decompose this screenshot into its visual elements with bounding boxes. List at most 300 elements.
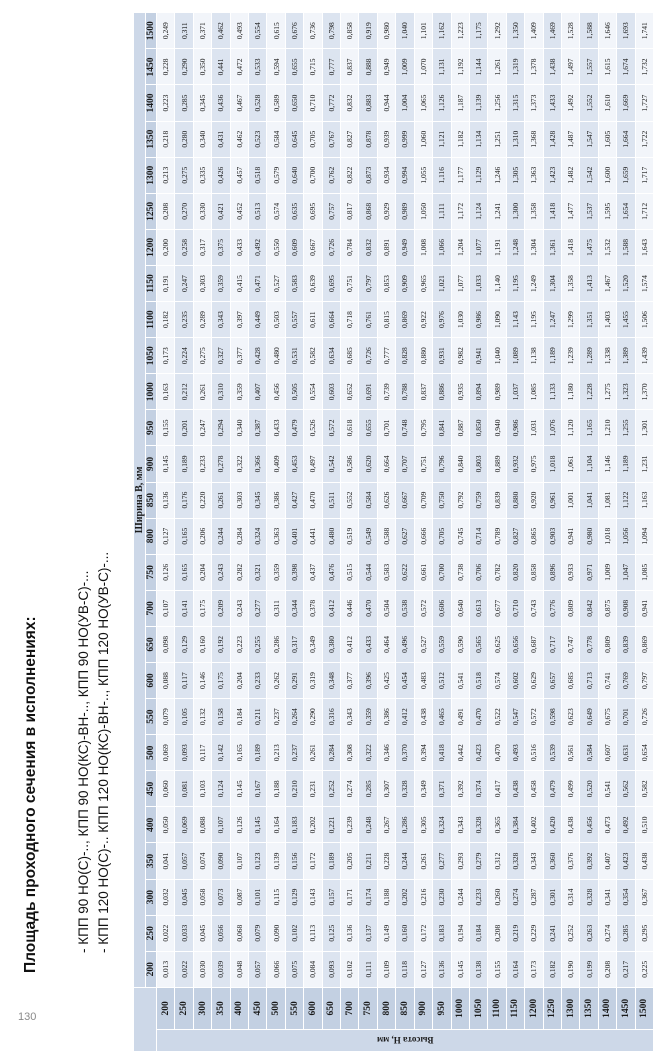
area-value-cell: 0,840: [451, 446, 469, 482]
area-value-cell: 0,349: [304, 626, 322, 662]
height-header-cell: 1350: [580, 987, 598, 1029]
area-value-cell: 0,623: [561, 699, 579, 735]
area-value-cell: 0,656: [506, 626, 524, 662]
area-value-cell: 0,316: [322, 699, 340, 735]
area-value-cell: 0,359: [267, 554, 285, 590]
area-value-cell: 0,365: [488, 807, 506, 843]
area-value-cell: 0,858: [525, 554, 543, 590]
area-value-cell: 0,565: [469, 626, 487, 662]
area-value-cell: 0,287: [525, 879, 543, 915]
area-value-cell: 0,137: [359, 915, 377, 951]
area-value-cell: 1,187: [451, 85, 469, 121]
area-value-cell: 1,492: [561, 85, 579, 121]
area-value-cell: 0,270: [175, 193, 193, 229]
area-value-cell: 1,249: [525, 265, 543, 301]
area-value-cell: 0,093: [322, 951, 340, 987]
area-value-cell: 0,224: [175, 338, 193, 374]
area-value-cell: 0,317: [193, 229, 211, 265]
area-value-cell: 0,208: [598, 951, 616, 987]
area-value-cell: 0,777: [377, 338, 395, 374]
area-value-cell: 0,618: [341, 410, 359, 446]
area-value-cell: 0,183: [433, 915, 451, 951]
area-value-cell: 0,561: [561, 735, 579, 771]
area-value-cell: 1,588: [617, 229, 635, 265]
width-header-cell: 750: [146, 554, 157, 590]
area-value-cell: 0,743: [525, 590, 543, 626]
area-value-cell: 0,939: [377, 121, 395, 157]
area-value-cell: 0,583: [285, 265, 303, 301]
area-value-cell: 0,022: [175, 951, 193, 987]
area-value-cell: 0,397: [230, 302, 248, 338]
area-value-cell: 0,363: [267, 518, 285, 554]
area-value-cell: 0,330: [193, 193, 211, 229]
area-value-cell: 1,304: [543, 265, 561, 301]
area-value-cell: 0,267: [377, 807, 395, 843]
area-value-cell: 0,519: [341, 518, 359, 554]
area-value-cell: 0,033: [175, 915, 193, 951]
area-value-cell: 1,467: [598, 265, 616, 301]
area-value-cell: 0,520: [580, 771, 598, 807]
area-value-cell: 1,370: [635, 374, 653, 410]
area-value-cell: 0,189: [322, 843, 340, 879]
height-header-cell: 1250: [543, 987, 561, 1029]
width-header-cell: 250: [146, 915, 157, 951]
area-value-cell: 0,308: [341, 735, 359, 771]
area-value-cell: 1,418: [561, 229, 579, 265]
area-value-cell: 0,138: [469, 951, 487, 987]
area-value-cell: 0,194: [451, 915, 469, 951]
area-value-cell: 0,438: [506, 771, 524, 807]
table-row: [322, 13, 340, 1052]
area-value-cell: 0,244: [451, 879, 469, 915]
area-value-cell: 0,045: [175, 879, 193, 915]
area-value-cell: 0,934: [377, 157, 395, 193]
area-value-cell: 0,160: [396, 915, 414, 951]
area-value-cell: 0,182: [543, 951, 561, 987]
area-value-cell: 0,243: [212, 554, 230, 590]
area-value-cell: 0,700: [433, 554, 451, 590]
area-value-cell: 0,223: [230, 626, 248, 662]
area-value-cell: 0,652: [341, 374, 359, 410]
width-axis-title: Ширина В, мм: [134, 13, 146, 988]
area-value-cell: 1,134: [469, 121, 487, 157]
area-value-cell: 1,001: [561, 482, 579, 518]
area-value-cell: 1,085: [635, 554, 653, 590]
area-value-cell: 0,588: [377, 518, 395, 554]
area-value-cell: 1,033: [469, 265, 487, 301]
area-value-cell: 1,090: [488, 302, 506, 338]
area-value-cell: 0,111: [359, 951, 377, 987]
area-value-cell: 1,101: [414, 13, 432, 49]
area-value-cell: 0,700: [304, 157, 322, 193]
width-header-row: [134, 13, 146, 1052]
area-value-cell: 1,037: [506, 374, 524, 410]
area-value-cell: 0,141: [175, 590, 193, 626]
area-value-cell: 0,454: [396, 663, 414, 699]
area-value-cell: 0,213: [157, 157, 175, 193]
area-value-cell: 0,594: [267, 49, 285, 85]
area-value-cell: 0,961: [543, 482, 561, 518]
area-value-cell: 0,206: [193, 518, 211, 554]
area-value-cell: 0,645: [285, 121, 303, 157]
area-value-cell: 0,386: [377, 699, 395, 735]
area-value-cell: 0,210: [285, 771, 303, 807]
area-value-cell: 0,165: [230, 735, 248, 771]
area-value-cell: 0,880: [506, 482, 524, 518]
area-value-cell: 1,605: [598, 121, 616, 157]
width-header-cell: 200: [146, 951, 157, 987]
area-value-cell: 0,944: [377, 85, 395, 121]
area-value-cell: 0,359: [212, 265, 230, 301]
area-value-cell: 0,163: [157, 374, 175, 410]
area-value-cell: 1,204: [451, 229, 469, 265]
area-value-cell: 0,598: [543, 699, 561, 735]
area-value-cell: 0,228: [377, 843, 395, 879]
area-value-cell: 0,230: [433, 879, 451, 915]
area-value-cell: 0,572: [414, 590, 432, 626]
area-value-cell: 0,142: [212, 735, 230, 771]
area-value-cell: 0,798: [322, 13, 340, 49]
area-value-cell: 0,274: [506, 879, 524, 915]
area-value-cell: 0,164: [506, 951, 524, 987]
area-value-cell: 0,635: [285, 193, 303, 229]
area-value-cell: 1,409: [525, 13, 543, 49]
area-value-cell: 0,607: [598, 735, 616, 771]
area-value-cell: 0,875: [598, 590, 616, 626]
area-value-cell: 0,710: [506, 590, 524, 626]
area-value-cell: 0,949: [396, 229, 414, 265]
table-body: [157, 13, 654, 1052]
width-header-cell: 1400: [146, 85, 157, 121]
area-value-cell: 0,975: [525, 446, 543, 482]
area-value-cell: 0,980: [580, 518, 598, 554]
area-value-cell: 0,788: [396, 374, 414, 410]
area-value-cell: 0,274: [598, 915, 616, 951]
area-value-cell: 0,796: [433, 446, 451, 482]
area-value-cell: 0,886: [433, 374, 451, 410]
area-value-cell: 1,040: [488, 338, 506, 374]
area-value-cell: 0,327: [212, 338, 230, 374]
width-header-cell: 1100: [146, 302, 157, 338]
height-header-cell: 500: [267, 987, 285, 1029]
width-header-cell: 1450: [146, 49, 157, 85]
area-value-cell: 0,328: [469, 807, 487, 843]
area-value-cell: 0,041: [157, 843, 175, 879]
area-value-cell: 0,200: [157, 229, 175, 265]
table-row: [285, 13, 303, 1052]
area-value-cell: 0,124: [212, 771, 230, 807]
area-value-cell: 0,935: [451, 374, 469, 410]
area-value-cell: 0,235: [175, 302, 193, 338]
area-value-cell: 1,361: [543, 229, 561, 265]
area-value-cell: 0,324: [249, 518, 267, 554]
area-value-cell: 0,467: [230, 85, 248, 121]
area-value-cell: 1,066: [433, 229, 451, 265]
area-value-cell: 1,659: [617, 157, 635, 193]
area-value-cell: 0,241: [543, 915, 561, 951]
area-value-cell: 1,482: [561, 157, 579, 193]
area-value-cell: 1,643: [635, 229, 653, 265]
area-value-cell: 1,646: [598, 13, 616, 49]
area-value-cell: 0,415: [230, 265, 248, 301]
area-value-cell: 0,176: [175, 482, 193, 518]
area-value-cell: 0,109: [377, 951, 395, 987]
area-value-cell: 0,030: [193, 951, 211, 987]
area-value-cell: 0,438: [414, 699, 432, 735]
area-value-cell: 0,714: [469, 518, 487, 554]
area-value-cell: 0,503: [267, 302, 285, 338]
area-value-cell: 0,541: [451, 663, 469, 699]
table-row: [617, 13, 635, 1052]
area-value-cell: 0,533: [249, 49, 267, 85]
area-value-cell: 0,841: [433, 410, 451, 446]
area-value-cell: 0,117: [175, 663, 193, 699]
area-value-cell: 0,248: [359, 807, 377, 843]
area-value-cell: 0,417: [488, 771, 506, 807]
area-value-cell: 0,544: [359, 554, 377, 590]
area-value-cell: 1,532: [598, 229, 616, 265]
area-value-cell: 1,195: [525, 302, 543, 338]
area-value-cell: 0,370: [396, 735, 414, 771]
area-value-cell: 0,695: [322, 265, 340, 301]
area-value-cell: 0,303: [193, 265, 211, 301]
area-value-cell: 0,919: [359, 13, 377, 49]
area-value-cell: 0,290: [175, 49, 193, 85]
area-value-cell: 0,748: [396, 410, 414, 446]
variant-line-2: - КПП 120 НО(С)-.. КПП 120 НО(КС)-ВН-.., КПП 120 НО(УВ-С)-...: [96, 551, 111, 953]
area-value-cell: 1,009: [396, 49, 414, 85]
area-value-cell: 1,228: [580, 374, 598, 410]
area-value-cell: 1,120: [561, 410, 579, 446]
height-axis-title: [157, 1029, 654, 1051]
area-value-cell: 0,888: [359, 49, 377, 85]
area-value-cell: 0,172: [304, 843, 322, 879]
area-value-cell: 0,258: [175, 229, 193, 265]
area-value-cell: 0,837: [414, 374, 432, 410]
area-value-cell: 0,705: [433, 518, 451, 554]
area-value-cell: 0,084: [304, 951, 322, 987]
area-value-cell: 0,208: [157, 193, 175, 229]
area-value-cell: 0,492: [249, 229, 267, 265]
table-row: [506, 13, 524, 1052]
area-value-cell: 0,473: [598, 807, 616, 843]
area-value-cell: 0,348: [322, 663, 340, 699]
area-value-cell: 0,909: [396, 265, 414, 301]
area-value-cell: 0,371: [193, 13, 211, 49]
area-value-cell: 1,077: [451, 265, 469, 301]
area-value-cell: 0,458: [525, 771, 543, 807]
area-value-cell: 0,572: [525, 699, 543, 735]
height-header-cell: 1500: [635, 987, 653, 1029]
area-value-cell: 0,751: [414, 446, 432, 482]
area-value-cell: 0,627: [396, 518, 414, 554]
area-value-cell: 0,387: [249, 410, 267, 446]
width-header-cell: 600: [146, 663, 157, 699]
area-value-cell: 1,040: [396, 13, 414, 49]
area-value-cell: 0,869: [396, 302, 414, 338]
area-value-cell: 0,233: [193, 446, 211, 482]
area-value-cell: 0,827: [506, 518, 524, 554]
area-value-cell: 0,285: [617, 915, 635, 951]
area-value-cell: 0,069: [175, 807, 193, 843]
area-value-cell: 0,664: [322, 302, 340, 338]
area-value-cell: 0,776: [543, 590, 561, 626]
area-value-cell: 0,184: [469, 915, 487, 951]
area-value-cell: 0,941: [469, 338, 487, 374]
area-value-cell: 1,615: [598, 49, 616, 85]
area-value-cell: 0,603: [322, 374, 340, 410]
area-value-cell: 0,965: [414, 265, 432, 301]
area-value-cell: 0,189: [175, 446, 193, 482]
area-value-cell: 0,237: [285, 735, 303, 771]
area-value-cell: 0,880: [414, 338, 432, 374]
area-value-cell: 0,290: [304, 699, 322, 735]
area-value-cell: 0,057: [175, 843, 193, 879]
area-value-cell: 0,426: [212, 157, 230, 193]
area-value-cell: 0,701: [617, 699, 635, 735]
area-value-cell: 0,713: [580, 663, 598, 699]
area-value-cell: 0,375: [212, 229, 230, 265]
area-value-cell: 0,312: [488, 843, 506, 879]
area-value-cell: 1,438: [543, 49, 561, 85]
area-value-cell: 1,727: [635, 85, 653, 121]
area-value-cell: 0,933: [561, 554, 579, 590]
area-value-cell: 0,045: [193, 915, 211, 951]
height-header-cell: 950: [433, 987, 451, 1029]
table-row: [580, 13, 598, 1052]
area-value-cell: 0,873: [359, 157, 377, 193]
area-value-cell: 1,389: [617, 338, 635, 374]
area-value-cell: 1,255: [617, 410, 635, 446]
area-value-cell: 0,999: [396, 121, 414, 157]
width-header-cell: 1200: [146, 229, 157, 265]
area-value-cell: 1,210: [598, 410, 616, 446]
area-value-cell: 0,499: [561, 771, 579, 807]
area-value-cell: 0,518: [469, 663, 487, 699]
area-value-cell: 0,883: [359, 85, 377, 121]
area-value-cell: 1,180: [561, 374, 579, 410]
area-value-cell: 0,549: [359, 518, 377, 554]
area-value-cell: 1,247: [543, 302, 561, 338]
area-value-cell: 0,103: [193, 771, 211, 807]
area-value-cell: 0,420: [543, 807, 561, 843]
height-header-cell: 200: [157, 987, 175, 1029]
area-value-cell: 0,792: [451, 482, 469, 518]
area-value-cell: 0,820: [506, 554, 524, 590]
area-value-cell: 0,386: [267, 482, 285, 518]
area-value-cell: 0,205: [341, 843, 359, 879]
area-value-cell: 1,055: [414, 157, 432, 193]
area-value-cell: 1,050: [414, 193, 432, 229]
area-value-cell: 0,989: [488, 374, 506, 410]
area-value-cell: 0,446: [341, 590, 359, 626]
area-value-cell: 1,139: [469, 85, 487, 121]
height-header-cell: 1000: [451, 987, 469, 1029]
area-value-cell: 1,172: [451, 193, 469, 229]
area-value-cell: 0,908: [617, 590, 635, 626]
area-value-cell: 1,595: [598, 193, 616, 229]
table-row: [469, 13, 487, 1052]
area-value-cell: 0,554: [304, 374, 322, 410]
table-row: [525, 13, 543, 1052]
area-value-cell: 0,994: [396, 157, 414, 193]
area-value-cell: 0,058: [193, 879, 211, 915]
area-value-cell: 1,557: [580, 49, 598, 85]
area-value-cell: 0,839: [617, 626, 635, 662]
area-value-cell: 0,839: [488, 482, 506, 518]
area-value-cell: 0,165: [175, 554, 193, 590]
area-value-cell: 1,021: [433, 265, 451, 301]
height-header-cell: 600: [304, 987, 322, 1029]
page-title: Площадь проходного сечения в исполнениях:: [22, 616, 39, 973]
area-value-cell: 0,311: [267, 590, 285, 626]
area-value-cell: 0,795: [414, 410, 432, 446]
height-header-cell: 1400: [598, 987, 616, 1029]
area-value-cell: 1,528: [561, 13, 579, 49]
area-value-cell: 0,609: [285, 229, 303, 265]
area-value-cell: 1,031: [525, 410, 543, 446]
area-value-cell: 0,345: [249, 482, 267, 518]
area-value-cell: 0,745: [451, 518, 469, 554]
area-value-cell: 0,691: [359, 374, 377, 410]
area-value-cell: 0,079: [157, 699, 175, 735]
area-value-cell: 0,622: [396, 554, 414, 590]
area-value-cell: 1,722: [635, 121, 653, 157]
area-value-cell: 0,261: [193, 374, 211, 410]
area-value-cell: 0,286: [396, 807, 414, 843]
height-header-cell: 350: [212, 987, 230, 1029]
area-value-cell: 0,541: [598, 771, 616, 807]
area-value-cell: 0,039: [212, 951, 230, 987]
area-value-cell: 0,286: [267, 626, 285, 662]
area-value-cell: 0,262: [267, 663, 285, 699]
area-value-cell: 0,243: [230, 590, 248, 626]
table-row: [561, 13, 579, 1052]
area-value-cell: 0,409: [267, 446, 285, 482]
area-value-cell: 0,190: [561, 951, 579, 987]
area-value-cell: 0,631: [617, 735, 635, 771]
area-value-cell: 0,219: [506, 915, 524, 951]
corner-cell: [134, 987, 157, 1051]
area-value-cell: 0,772: [322, 85, 340, 121]
area-value-cell: 0,887: [451, 410, 469, 446]
area-value-cell: 0,976: [433, 302, 451, 338]
width-header-cell: 1500: [146, 13, 157, 49]
area-value-cell: 0,989: [396, 193, 414, 229]
area-value-cell: 0,441: [304, 518, 322, 554]
area-value-cell: 1,241: [488, 193, 506, 229]
area-value-cell: 0,376: [561, 843, 579, 879]
area-value-cell: 0,202: [304, 807, 322, 843]
width-header-cell: 1350: [146, 121, 157, 157]
area-value-cell: 0,613: [469, 590, 487, 626]
area-value-cell: 0,827: [341, 121, 359, 157]
area-value-cell: 0,496: [396, 626, 414, 662]
area-value-cell: 0,423: [469, 735, 487, 771]
area-value-cell: 0,986: [469, 302, 487, 338]
area-value-cell: 0,126: [157, 554, 175, 590]
area-value-cell: 0,056: [212, 915, 230, 951]
table-row: [212, 13, 230, 1052]
width-header-cell: 900: [146, 446, 157, 482]
table-row: [635, 13, 653, 1052]
area-value-cell: 0,289: [193, 302, 211, 338]
area-value-cell: 0,360: [543, 843, 561, 879]
area-value-cell: 0,090: [267, 915, 285, 951]
table-row: [157, 13, 175, 1052]
width-header-cell: 800: [146, 518, 157, 554]
area-value-cell: 0,392: [451, 771, 469, 807]
